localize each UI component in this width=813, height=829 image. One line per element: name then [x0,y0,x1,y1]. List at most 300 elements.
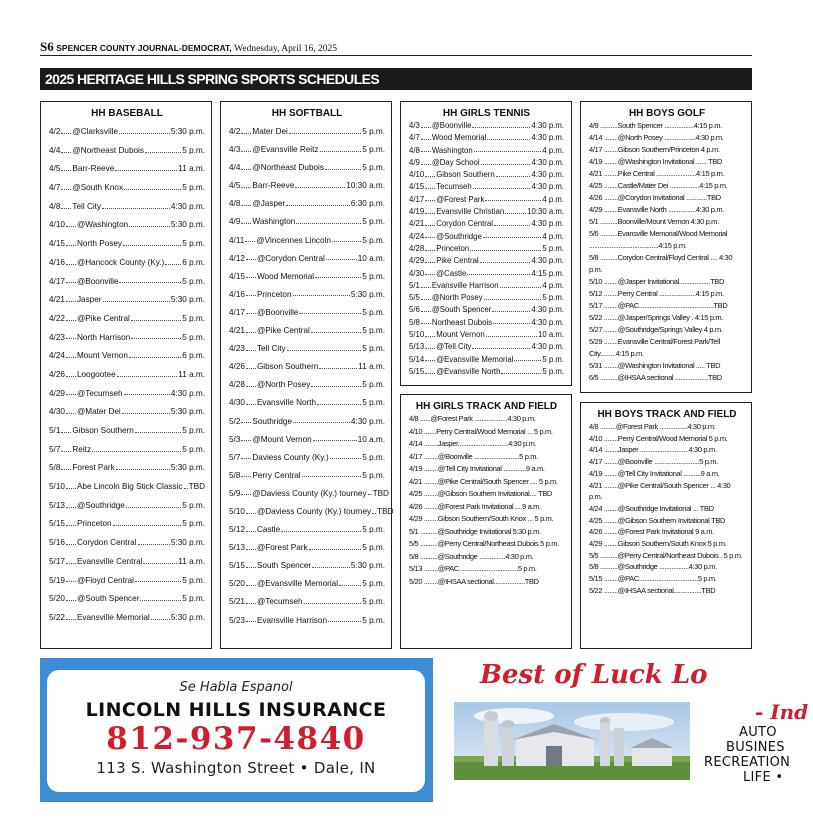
game-time: 4:30 p.m. [531,317,564,327]
game-opponent: Princeton [436,243,470,253]
schedule-line: 4/10 ........Perry Central/Wood Memorial 5 p.m. [589,433,728,443]
game-date: 5/8 [409,317,420,327]
schedule-line: 4/9 ..........South Spencer .................4:15 p.m. [589,121,722,130]
leader-dots [66,245,76,246]
game-date: 4/15 [229,271,245,281]
schedule-row [409,243,564,255]
leader-dots [425,373,435,374]
game-time: 5 p.m. [362,597,385,607]
leader-dots [184,488,188,489]
game-date: 4/24 [49,351,65,361]
game-time: 5 p.m. [362,398,385,408]
game-opponent: @Vincennes Lincoln [256,235,331,245]
schedule-row [409,194,564,206]
leader-dots [425,200,435,201]
leader-dots [332,241,361,242]
schedule-line: 6/5 ..........@IHSAA sectional ...................TBD [589,373,722,382]
leader-dots [126,507,181,508]
masthead [40,39,752,56]
leader-dots [425,348,435,349]
leader-dots [124,189,181,190]
leader-dots [312,567,350,568]
game-opponent: @Pike Central [256,326,310,336]
schedule-line: 5/5 ..........@Perry Central/Northeast Dubois 5 p.m. [409,539,559,548]
schedule-row [49,515,205,534]
schedule-line: 4/29 ........Gibson Southern/South Knox 5 p.m. [589,539,727,549]
leader-dots [425,237,435,238]
boys-track-title: HH BOYS TRACK AND FIELD [597,409,737,420]
game-opponent: @Day School [431,157,480,167]
leader-dots [425,225,435,226]
game-opponent: @Jasper [252,199,286,209]
game-date: 5/16 [49,538,65,548]
leader-dots [484,299,542,300]
schedule-row [409,268,564,280]
game-time: 4:30 p.m. [350,416,385,426]
boys-golf-list [589,120,745,384]
game-date: 5/13 [409,342,425,352]
leader-dots [241,458,251,459]
leader-dots [246,567,256,568]
game-time: 10:30 a.m. [346,181,385,191]
game-date: 4/16 [49,257,65,267]
game-opponent: @Daviess County (Ky.) tourney [252,488,367,498]
game-time: 5 p.m. [362,307,385,317]
schedule-row [229,232,385,250]
game-date: 4/17 [49,276,65,286]
leader-dots [296,223,361,224]
game-opponent: @Evansville Memorial [436,354,514,364]
leader-dots [241,133,251,134]
schedule-line: 4/19 ........@Tell City Invitational ..........9 a.m. [589,468,720,478]
game-opponent: Reitz [72,444,92,454]
game-date: 4/30 [49,407,65,417]
leader-dots [143,563,177,564]
game-date: 5/20 [229,579,245,589]
game-date: 5/17 [49,556,65,566]
schedule-row [49,459,205,478]
game-opponent: Mater Dei [252,127,288,136]
schedule-row [229,340,385,358]
game-opponent: Northeast Dubois [431,317,493,327]
schedule-row [229,141,385,159]
game-date: 5/12 [229,525,245,535]
schedule-line: 5/17 ........@PAC...........................................TBD [589,301,728,310]
game-time: 5 p.m. [182,426,205,435]
leader-dots [421,311,431,312]
leader-dots [421,323,431,324]
leader-dots [421,299,431,300]
leader-dots [66,544,76,545]
game-time: 5 p.m. [182,519,205,529]
leader-dots [246,621,256,622]
game-time: 5:30 p.m. [170,407,205,417]
leader-dots [500,287,542,288]
schedule-row [409,292,564,304]
schedule-row [49,441,205,460]
leader-dots [421,151,431,152]
game-time: 5 p.m. [542,243,564,253]
game-date: 4/30 [229,398,245,408]
game-time: 5 p.m. [182,276,205,286]
schedule-row [409,341,564,353]
game-opponent: Forest Park [72,463,115,473]
schedule-row [49,366,205,385]
game-date: 5/15 [49,519,65,529]
leader-dots [122,413,170,414]
game-opponent: Evansville North [256,398,317,408]
game-date: 4/2 [229,127,241,136]
game-date: 5/10 [49,482,65,492]
game-time: 6 p.m. [182,351,205,361]
game-opponent: @Southridge [436,231,482,241]
game-date: 5/2 [229,416,241,426]
leader-dots [425,176,435,177]
leader-dots [425,213,435,214]
leader-dots [66,488,76,489]
schedule-row [49,553,205,572]
game-time: 5 p.m. [362,452,385,462]
game-opponent: Barr-Reeve [72,164,115,174]
schedule-row [409,317,564,329]
game-time: 5 p.m. [362,543,385,553]
game-time: 4 p.m. [542,194,564,204]
schedule-row [49,198,205,217]
game-opponent: Evansville Memorial [76,612,150,622]
schedule-row [49,590,205,609]
game-date: 4/22 [49,313,65,323]
schedule-row [49,273,205,292]
schedule-line: 5/5 ..........@Perry Central/Northeast Dubois . 5 p.m. [589,550,743,560]
ad-service-business: BUSINES [726,740,785,755]
game-time: 5 p.m. [182,313,205,323]
schedule-line: 4/24 ........@Southridge Invitational ... TBD [589,503,714,513]
leader-dots [315,277,361,278]
schedule-row [49,235,205,254]
schedule-row [49,534,205,553]
schedule-line: 4/29 ........Evansville North ................4:30 p.m. [589,205,724,214]
game-opponent: @Forest Park [436,194,485,204]
schedule-line: 5/8 ..........@Southridge ...............4:30 p.m. [409,551,534,561]
game-time: 5 p.m. [182,145,205,155]
schedule-row [229,304,385,322]
leader-dots [317,404,361,405]
game-opponent: Gibson Southern [436,170,495,180]
leader-dots [102,208,170,209]
boys-track-schedule [580,402,752,649]
game-date: 4/3 [409,121,420,130]
leader-dots [61,208,71,209]
leader-dots [472,127,530,128]
leader-dots [66,282,76,283]
leader-dots [66,264,76,265]
game-time: 5 p.m. [182,239,205,249]
schedule-row [229,539,385,557]
schedule-line: 5/6 ..........Evansville Memorial/Wood Memorial ........................................4:15 p.m. [589,229,728,250]
game-date: 4/4 [49,145,61,155]
leader-dots [472,348,530,349]
game-time: 5 p.m. [182,594,205,604]
game-opponent: Wood Memorial [256,271,315,281]
game-opponent: Washington [252,217,296,227]
leader-dots [129,226,170,227]
ad-slogan: Best of Luck Lo [480,660,708,690]
game-opponent: Castle [256,525,281,535]
schedule-row [409,329,564,341]
game-opponent: @Evansville Reitz [252,145,319,155]
leader-dots [140,600,181,601]
game-opponent: Wood Memorial [431,133,487,143]
boys-track-list [589,421,745,597]
game-time: 5 p.m. [182,575,205,585]
leader-dots [421,287,431,288]
schedule-line: 4/19 ........@Tell City Invitational .............9 a.m. [409,464,545,473]
leader-dots [135,432,181,433]
game-date: 4/28 [229,380,245,390]
game-time: 10 a.m. [357,434,385,444]
game-date: 5/15 [409,366,425,376]
game-time: 5:30 p.m. [170,295,205,305]
leader-dots [123,245,181,246]
ad-tagline: - Ind [755,700,809,724]
game-opponent: Tecumseh [436,182,472,192]
schedule-line: 5/13 ........@PAC..................................5 p.m. [409,564,537,573]
game-opponent: Corydon Central [76,538,137,548]
leader-dots [135,581,181,582]
game-date: 5/19 [49,575,65,585]
schedule-row [229,159,385,177]
game-time: 5:30 p.m. [170,538,205,548]
schedule-row [229,394,385,412]
game-date: 5/10 [409,330,425,340]
schedule-line: 5/22 ........@IHSAA sectional................TBD [589,585,716,595]
schedule-row [229,485,389,503]
game-opponent: Evansville Central [76,556,143,566]
schedule-row [409,132,564,144]
schedule-line: 4/14 ........Jasper.............................4:30 p.m. [409,439,537,448]
schedule-row [409,157,564,169]
leader-dots [425,274,435,275]
leader-dots [246,313,256,314]
game-date: 5/8 [49,463,61,473]
game-date: 5/13 [49,500,65,510]
schedule-row [49,310,205,329]
schedule-row [229,322,385,340]
game-time: 5 p.m. [362,579,385,589]
publication-name: SPENCER COUNTY JOURNAL-DEMOCRAT, [56,43,232,53]
game-date: 5/14 [409,354,425,364]
leader-dots [246,350,256,351]
schedule-line: 4/25 ........@Gibson Southern Invitational TBD [589,515,726,525]
game-date: 4/5 [49,164,61,174]
game-opponent: @Mater Dei [76,407,121,417]
schedule-line: 4/17 ........@Boonville ..........................5 p.m. [589,457,718,467]
leader-dots [304,603,362,604]
leader-dots [372,513,376,514]
schedule-row [49,572,205,591]
game-time: 5:30 p.m. [350,289,385,299]
game-opponent: @Boonville [76,276,119,286]
leader-dots [103,301,170,302]
schedule-line: 5/31 ........@Washington Invitational ..... TBD [589,361,721,370]
schedule-row [229,268,385,286]
game-date: 4/21 [49,295,65,305]
leader-dots [61,170,71,171]
game-opponent: @South Spencer [431,305,492,315]
leader-dots [467,274,530,275]
game-time: 5 p.m. [362,615,385,625]
game-date: 4/23 [49,332,65,342]
game-date: 4/2 [49,127,61,136]
leader-dots [295,187,345,188]
game-time: 6:30 p.m. [350,199,385,209]
schedule-row [49,385,205,404]
leader-dots [145,152,181,153]
game-opponent: @Tecumseh [76,388,123,398]
game-time: 5 p.m. [362,380,385,390]
leader-dots [328,621,361,622]
leader-dots [421,164,431,165]
leader-dots [496,176,531,177]
leader-dots [368,494,372,495]
ad-service-auto: AUTO [739,725,777,740]
game-opponent: @Northeast Dubois [252,163,324,173]
game-time: 4 p.m. [542,231,564,241]
schedule-line: 5/1 ..........Boonville/Mount Vernon 4:30 p.m. [589,217,719,226]
game-time: 5 p.m. [362,326,385,336]
leader-dots [116,469,170,470]
leader-dots [311,332,361,333]
leader-dots [474,151,542,152]
game-date: 4/8 [229,199,241,209]
leader-dots [66,394,76,395]
game-opponent: Tell City [72,201,102,211]
game-time: 5 p.m. [362,217,385,227]
game-time: 4:30 p.m. [531,219,564,229]
schedule-row [229,467,385,485]
leader-dots [483,237,542,238]
leader-dots [425,360,435,361]
leader-dots [281,531,361,532]
game-date: 4/3 [229,145,241,155]
schedule-row [49,179,205,198]
game-date: 4/29 [49,388,65,398]
schedule-line: 4/29 ........Gibson Southern/South Knox ... 5 p.m. [409,514,554,523]
game-time: 5 p.m. [182,500,205,510]
leader-dots [66,619,76,620]
game-opponent: @Castle [436,268,467,278]
boys-golf-schedule [580,101,752,393]
game-date: 4/12 [229,253,245,263]
game-date: 4/24 [409,231,425,241]
game-date: 4/30 [409,268,425,278]
game-date: 5/7 [49,444,61,454]
leader-dots [119,133,170,134]
schedule-row [229,431,385,449]
leader-dots [66,338,76,339]
game-time: 5:30 p.m. [350,561,385,571]
game-opponent: @Tell City [436,342,472,352]
game-opponent: Perry Central [252,470,301,480]
leader-dots [421,127,431,128]
game-opponent: @Boonville [256,307,299,317]
schedule-row [409,280,564,292]
leader-dots [66,507,76,508]
game-time: 4:30 p.m. [531,305,564,315]
game-date: 5/10 [229,506,245,516]
game-date: 4/23 [229,344,245,354]
game-opponent: Abe Lincoln Big Stick Classic [76,482,183,492]
game-date: 4/5 [229,181,241,191]
girls-track-list [409,413,564,588]
game-time: TBD [188,482,205,492]
leader-dots [246,259,256,260]
game-date: 4/26 [49,369,65,379]
game-date: 4/9 [409,157,420,167]
leader-dots [473,188,531,189]
game-date: 4/17 [229,307,245,317]
game-time: 4:30 p.m. [531,121,564,130]
game-time: 4 p.m. [542,280,564,290]
leader-dots [486,336,537,337]
schedule-row [49,347,205,366]
game-time: 5 p.m. [362,470,385,480]
game-opponent: @Northeast Dubois [72,145,144,155]
schedule-line: 5/1 ..........@Southridge Invitational 5:30 p.m. [409,526,541,536]
softball-list [229,123,394,630]
game-opponent: @Evansville Memorial [256,579,339,589]
leader-dots [299,313,361,314]
schedule-line: 5/8 ..........@Southridge .................4:30 p.m. [589,562,717,572]
schedule-row [229,449,385,467]
ad-card [47,670,425,792]
game-opponent: @Pike Central [76,313,130,323]
leader-dots [425,250,435,251]
farm-photo [454,702,690,780]
game-opponent: @Evansville North [436,366,501,376]
game-date: 5/9 [229,488,241,498]
game-date: 4/15 [49,239,65,249]
leader-dots [241,151,251,152]
schedule-row [229,521,385,539]
schedule-row [49,609,205,628]
leader-dots [501,373,541,374]
ad-company-name: LINCOLN HILLS INSURANCE [85,699,387,721]
schedule-row [49,254,205,273]
leader-dots [246,404,256,405]
schedule-line: 5/27 ........@Southridge/Springs Valley 4 p.m. [589,325,723,334]
game-date: 4/10 [409,170,425,180]
leader-dots [286,205,350,206]
schedule-line: 5/29 ........Evansville Central/Forest Park/Tell City.........4:15 p.m. [589,337,720,358]
leader-dots [505,213,526,214]
game-time: 5 p.m. [362,163,385,173]
game-opponent: @North Posey [431,293,483,303]
game-opponent: Gibson Southern [72,426,134,435]
schedule-row [409,206,564,218]
leader-dots [61,189,71,190]
ad-service-life: LIFE • [743,770,784,785]
schedule-row [409,169,564,181]
game-opponent: Evansville Harrison [256,615,328,625]
game-time: 5 p.m. [362,145,385,155]
game-date: 5/5 [409,293,420,303]
leader-dots [325,169,361,170]
leader-dots [246,549,256,550]
game-opponent: @South Spencer [76,594,140,604]
leader-dots [311,386,361,387]
schedule-line: 4/14 ........@North Posey ..................4:30 p.m. [589,133,724,142]
